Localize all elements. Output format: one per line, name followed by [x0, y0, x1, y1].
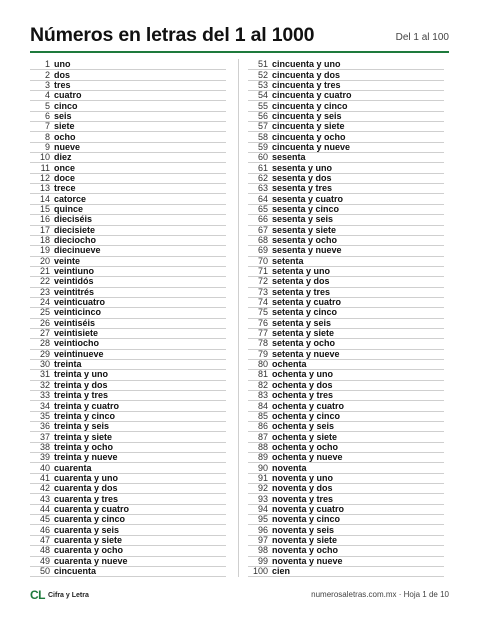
row-number: 58: [257, 131, 268, 142]
row-words: veintiuno: [54, 266, 94, 277]
number-row: [30, 184, 226, 194]
row-words: siete: [54, 121, 75, 132]
row-words: noventa y seis: [272, 524, 335, 535]
row-words: noventa: [272, 462, 307, 473]
row-number: 70: [257, 255, 268, 266]
row-words: cincuenta y siete: [272, 121, 345, 132]
row-number: 48: [39, 545, 50, 556]
row-words: dieciséis: [54, 214, 93, 225]
row-number: 25: [39, 307, 50, 318]
row-words: setenta y tres: [272, 286, 331, 297]
row-number: 92: [257, 483, 268, 494]
row-number: 10: [39, 152, 50, 163]
row-words: cincuenta y nueve: [272, 141, 351, 152]
row-number: 2: [44, 69, 50, 80]
number-row: [248, 246, 444, 256]
row-words: ochenta y cuatro: [272, 400, 345, 411]
row-words: doce: [54, 172, 76, 183]
row-number: 21: [39, 266, 50, 277]
row-words: veintiséis: [54, 317, 96, 328]
brand-logo: [30, 588, 89, 602]
row-number: 28: [39, 338, 50, 349]
row-words: once: [54, 162, 76, 173]
row-number: 65: [257, 203, 268, 214]
number-row: [248, 391, 444, 401]
row-number: 16: [39, 214, 50, 225]
row-words: setenta y ocho: [272, 338, 336, 349]
row-number: 12: [39, 172, 50, 183]
row-number: 56: [257, 110, 268, 121]
row-number: 44: [39, 503, 50, 514]
number-row: [30, 484, 226, 494]
number-row: [30, 515, 226, 525]
row-words: noventa y siete: [272, 534, 338, 545]
row-words: dieciocho: [54, 235, 97, 246]
row-number: 11: [40, 162, 50, 173]
row-number: 19: [39, 245, 50, 256]
row-number: 43: [39, 493, 50, 504]
row-words: setenta y seis: [272, 317, 332, 328]
row-words: seis: [54, 110, 72, 121]
row-words: cincuenta y uno: [272, 59, 341, 70]
row-number: 82: [257, 379, 268, 390]
row-number: 23: [39, 286, 50, 297]
number-row: [30, 391, 226, 401]
row-number: 36: [39, 421, 50, 432]
row-number: 30: [39, 359, 50, 370]
row-number: 62: [257, 172, 268, 183]
row-number: 13: [39, 183, 50, 194]
column-divider: [238, 59, 239, 577]
row-number: 41: [39, 472, 50, 483]
row-number: 81: [257, 369, 268, 380]
number-row: [248, 60, 444, 70]
row-words: setenta y nueve: [272, 348, 340, 359]
row-words: uno: [54, 59, 71, 70]
number-row: [248, 91, 444, 101]
row-words: treinta y nueve: [54, 452, 118, 463]
number-row: [248, 484, 444, 494]
row-number: 31: [39, 369, 50, 380]
row-number: 6: [44, 110, 50, 121]
row-words: setenta y dos: [272, 276, 330, 287]
row-words: treinta y tres: [54, 390, 109, 401]
row-words: noventa y dos: [272, 483, 333, 494]
row-number: 39: [39, 452, 50, 463]
row-words: trece: [54, 183, 76, 194]
row-number: 89: [257, 452, 268, 463]
number-row: [248, 422, 444, 432]
row-words: veintiocho: [54, 338, 100, 349]
row-number: 54: [257, 90, 268, 101]
row-words: veintisiete: [54, 328, 99, 339]
row-words: cuarenta y seis: [54, 524, 120, 535]
row-number: 75: [257, 307, 268, 318]
row-words: sesenta y uno: [272, 162, 333, 173]
number-row: [248, 453, 444, 463]
row-words: noventa y cinco: [272, 514, 341, 525]
row-number: 94: [257, 503, 268, 514]
number-list-left: [30, 60, 226, 577]
row-words: ochenta y cinco: [272, 410, 341, 421]
row-number: 29: [39, 348, 50, 359]
number-row: [30, 122, 226, 132]
row-words: treinta: [54, 359, 82, 370]
row-words: noventa y ocho: [272, 545, 339, 556]
row-words: cuarenta: [54, 462, 92, 473]
range-label: Del 1 al 100: [395, 32, 449, 43]
row-number: 40: [39, 462, 50, 473]
number-row: [30, 153, 226, 163]
number-row: [30, 91, 226, 101]
row-words: diez: [54, 152, 72, 163]
row-number: 45: [39, 514, 50, 525]
row-words: sesenta y dos: [272, 172, 332, 183]
row-number: 52: [257, 69, 268, 80]
row-words: cuatro: [54, 90, 82, 101]
number-row: [248, 567, 444, 577]
logo-name: Cifra y Letra: [48, 591, 89, 599]
row-words: cuarenta y dos: [54, 483, 118, 494]
row-number: 51: [257, 59, 268, 70]
row-number: 33: [39, 390, 50, 401]
row-words: sesenta y tres: [272, 183, 333, 194]
row-words: sesenta y siete: [272, 224, 337, 235]
row-number: 93: [257, 493, 268, 504]
row-number: 69: [257, 245, 268, 256]
row-number: 8: [44, 131, 50, 142]
row-words: noventa y tres: [272, 493, 334, 504]
row-words: cuarenta y cinco: [54, 514, 126, 525]
row-words: noventa y uno: [272, 472, 334, 483]
row-words: setenta y siete: [272, 328, 335, 339]
row-number: 20: [39, 255, 50, 266]
row-words: veintinueve: [54, 348, 104, 359]
row-number: 3: [44, 79, 50, 90]
row-words: nueve: [54, 141, 81, 152]
row-number: 91: [257, 472, 268, 483]
row-number: 57: [257, 121, 268, 132]
row-number: 47: [39, 534, 50, 545]
row-words: noventa y cuatro: [272, 503, 345, 514]
row-words: treinta y ocho: [54, 441, 114, 452]
row-words: tres: [54, 79, 71, 90]
number-row: [30, 60, 226, 70]
row-number: 80: [257, 359, 268, 370]
row-words: cinco: [54, 100, 78, 111]
row-words: ochenta y nueve: [272, 452, 343, 463]
row-number: 4: [44, 90, 50, 101]
row-words: sesenta y cinco: [272, 203, 340, 214]
row-number: 84: [257, 400, 268, 411]
row-words: cincuenta y ocho: [272, 131, 346, 142]
row-words: cincuenta y tres: [272, 79, 341, 90]
row-number: 14: [39, 193, 50, 204]
row-words: ochenta y tres: [272, 390, 334, 401]
row-number: 22: [39, 276, 50, 287]
row-words: setenta: [272, 255, 304, 266]
row-number: 73: [257, 286, 268, 297]
row-number: 9: [44, 141, 50, 152]
row-number: 50: [39, 566, 50, 577]
row-number: 27: [39, 328, 50, 339]
row-number: 63: [257, 183, 268, 194]
row-number: 17: [39, 224, 50, 235]
number-row: [30, 215, 226, 225]
row-number: 96: [257, 524, 268, 535]
row-number: 71: [257, 266, 268, 277]
row-number: 83: [257, 390, 268, 401]
row-words: setenta y cuatro: [272, 297, 342, 308]
row-number: 95: [257, 514, 268, 525]
row-words: cincuenta y dos: [272, 69, 341, 80]
logo-mark: CL: [30, 588, 45, 602]
row-words: treinta y siete: [54, 431, 113, 442]
row-words: cincuenta y seis: [272, 110, 342, 121]
number-row: [30, 453, 226, 463]
row-number: 46: [39, 524, 50, 535]
row-number: 26: [39, 317, 50, 328]
row-words: quince: [54, 203, 84, 214]
row-words: setenta y uno: [272, 266, 331, 277]
row-words: sesenta y nueve: [272, 245, 342, 256]
row-words: veintidós: [54, 276, 94, 287]
row-words: cuarenta y siete: [54, 534, 123, 545]
row-number: 100: [252, 566, 268, 577]
row-number: 86: [257, 421, 268, 432]
row-number: 7: [44, 121, 50, 132]
row-words: ochenta: [272, 359, 307, 370]
row-number: 34: [39, 400, 50, 411]
row-words: ocho: [54, 131, 76, 142]
row-words: treinta y uno: [54, 369, 109, 380]
row-words: treinta y cuatro: [54, 400, 120, 411]
row-words: treinta y cinco: [54, 410, 116, 421]
row-words: cuarenta y cuatro: [54, 503, 130, 514]
row-words: veinticinco: [54, 307, 102, 318]
row-number: 1: [44, 59, 50, 70]
row-number: 59: [257, 141, 268, 152]
row-words: diecinueve: [54, 245, 101, 256]
row-words: veinticuatro: [54, 297, 106, 308]
row-words: ochenta y ocho: [272, 441, 339, 452]
row-number: 74: [257, 297, 268, 308]
row-words: sesenta: [272, 152, 306, 163]
row-number: 35: [39, 410, 50, 421]
row-words: ochenta y dos: [272, 379, 333, 390]
number-row: [30, 546, 226, 556]
row-words: treinta y dos: [54, 379, 108, 390]
row-number: 88: [257, 441, 268, 452]
number-row: [248, 277, 444, 287]
row-number: 5: [44, 100, 50, 111]
row-words: cuarenta y nueve: [54, 555, 128, 566]
number-row: [30, 567, 226, 577]
row-number: 76: [257, 317, 268, 328]
row-words: sesenta y cuatro: [272, 193, 344, 204]
row-number: 90: [257, 462, 268, 473]
page-title: Números en letras del 1 al 1000: [30, 24, 315, 46]
row-words: cien: [272, 566, 291, 577]
row-number: 72: [257, 276, 268, 287]
row-words: cuarenta y tres: [54, 493, 119, 504]
row-number: 32: [39, 379, 50, 390]
header-rule: [30, 51, 449, 53]
row-number: 64: [257, 193, 268, 204]
number-row: [248, 215, 444, 225]
row-words: dos: [54, 69, 71, 80]
row-words: sesenta y seis: [272, 214, 334, 225]
row-words: ochenta y siete: [272, 431, 338, 442]
row-words: noventa y nueve: [272, 555, 343, 566]
row-words: sesenta y ocho: [272, 235, 338, 246]
number-row: [30, 277, 226, 287]
row-number: 66: [257, 214, 268, 225]
row-words: cuarenta y uno: [54, 472, 119, 483]
row-number: 85: [257, 410, 268, 421]
row-number: 38: [39, 441, 50, 452]
row-number: 42: [39, 483, 50, 494]
row-number: 77: [257, 328, 268, 339]
row-words: diecisiete: [54, 224, 96, 235]
row-words: catorce: [54, 193, 87, 204]
row-number: 24: [39, 297, 50, 308]
row-words: ochenta y uno: [272, 369, 334, 380]
row-number: 15: [39, 203, 50, 214]
row-number: 97: [257, 534, 268, 545]
number-row: [248, 153, 444, 163]
row-words: cincuenta y cinco: [272, 100, 348, 111]
row-number: 87: [257, 431, 268, 442]
row-number: 60: [257, 152, 268, 163]
row-number: 98: [257, 545, 268, 556]
number-row: [248, 546, 444, 556]
row-number: 18: [39, 235, 50, 246]
row-words: veintitrés: [54, 286, 95, 297]
number-row: [248, 184, 444, 194]
row-number: 99: [257, 555, 268, 566]
row-number: 37: [39, 431, 50, 442]
row-number: 67: [257, 224, 268, 235]
row-number: 78: [257, 338, 268, 349]
number-row: [30, 246, 226, 256]
row-words: veinte: [54, 255, 81, 266]
row-number: 79: [257, 348, 268, 359]
page-footer: [30, 588, 449, 602]
row-words: setenta y cinco: [272, 307, 338, 318]
number-list-right: [248, 60, 444, 577]
row-words: cincuenta y cuatro: [272, 90, 352, 101]
row-number: 68: [257, 235, 268, 246]
number-row: [30, 422, 226, 432]
row-number: 53: [257, 79, 268, 90]
row-number: 55: [257, 100, 268, 111]
number-row: [248, 122, 444, 132]
row-number: 49: [39, 555, 50, 566]
row-number: 61: [257, 162, 268, 173]
row-words: cuarenta y ocho: [54, 545, 124, 556]
row-words: ochenta y seis: [272, 421, 335, 432]
row-words: treinta y seis: [54, 421, 110, 432]
footer-site-page: numerosaletras.com.mx · Hoja 1 de 10: [311, 590, 449, 599]
number-row: [248, 515, 444, 525]
row-words: cincuenta: [54, 566, 97, 577]
